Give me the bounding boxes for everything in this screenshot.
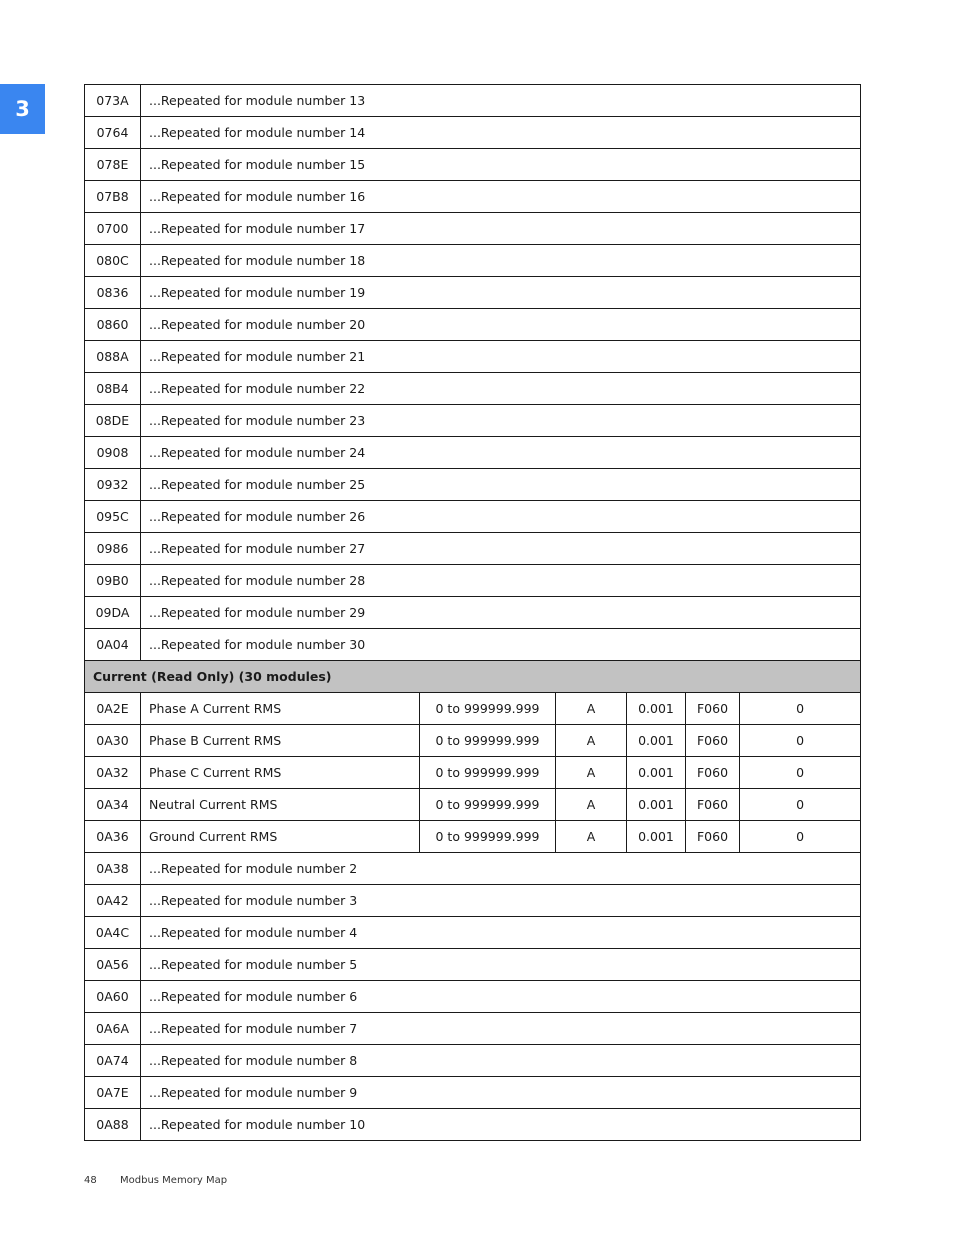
table-cell: ...Repeated for module number 30 [141, 629, 861, 661]
table-row [85, 821, 861, 853]
table-cell: 0A34 [85, 789, 141, 821]
memory-map-table [84, 84, 861, 1141]
table-cell: ...Repeated for module number 2 [141, 853, 861, 885]
table-cell: 0A32 [85, 757, 141, 789]
table-cell: 0A6A [85, 1013, 141, 1045]
table-cell: ...Repeated for module number 17 [141, 213, 861, 245]
table-row [85, 181, 861, 213]
table-row [85, 693, 861, 725]
table-cell: ...Repeated for module number 7 [141, 1013, 861, 1045]
table-row [85, 213, 861, 245]
table-cell: ...Repeated for module number 13 [141, 85, 861, 117]
table-cell: F060 [686, 789, 740, 821]
table-cell: ...Repeated for module number 8 [141, 1045, 861, 1077]
table-cell: A [556, 725, 627, 757]
table-cell: 0 [740, 789, 861, 821]
table-cell: 0A56 [85, 949, 141, 981]
table-cell: 0A2E [85, 693, 141, 725]
table-row [85, 629, 861, 661]
page-number: 48 [84, 1175, 97, 1186]
table-cell: 073A [85, 85, 141, 117]
table-cell: 0A60 [85, 981, 141, 1013]
table-cell: 0.001 [627, 725, 686, 757]
table-row [85, 565, 861, 597]
table-cell: F060 [686, 757, 740, 789]
table-cell: 088A [85, 341, 141, 373]
table-row [85, 1109, 861, 1141]
table-cell: ...Repeated for module number 10 [141, 1109, 861, 1141]
table-cell: ...Repeated for module number 24 [141, 437, 861, 469]
table-cell: 0700 [85, 213, 141, 245]
table-cell: 0A4C [85, 917, 141, 949]
table-cell: Ground Current RMS [141, 821, 420, 853]
table-row [85, 277, 861, 309]
table-cell: 0836 [85, 277, 141, 309]
table-cell: ...Repeated for module number 27 [141, 533, 861, 565]
table-cell: 0A36 [85, 821, 141, 853]
table-cell: 0 to 999999.999 [420, 821, 556, 853]
section-header: Current (Read Only) (30 modules) [85, 661, 861, 693]
table-row [85, 1077, 861, 1109]
table-row [85, 789, 861, 821]
table-row [85, 853, 861, 885]
table-cell: 08DE [85, 405, 141, 437]
table-cell: 0 to 999999.999 [420, 789, 556, 821]
table-cell: 0A04 [85, 629, 141, 661]
table-row [85, 469, 861, 501]
table-row [85, 501, 861, 533]
table-cell: 0A74 [85, 1045, 141, 1077]
table-cell: Neutral Current RMS [141, 789, 420, 821]
table-cell: ...Repeated for module number 3 [141, 885, 861, 917]
table-cell: 0 to 999999.999 [420, 757, 556, 789]
table-cell: 0860 [85, 309, 141, 341]
table-cell: A [556, 693, 627, 725]
table-row [85, 405, 861, 437]
table-cell: 0764 [85, 117, 141, 149]
table-cell: ...Repeated for module number 16 [141, 181, 861, 213]
table-row [85, 757, 861, 789]
table-row [85, 309, 861, 341]
page-footer [84, 1175, 227, 1186]
table-cell: Phase B Current RMS [141, 725, 420, 757]
table-cell: ...Repeated for module number 20 [141, 309, 861, 341]
table-row [85, 885, 861, 917]
table-cell: 0.001 [627, 821, 686, 853]
table-cell: ...Repeated for module number 21 [141, 341, 861, 373]
table-cell: ...Repeated for module number 15 [141, 149, 861, 181]
table-cell: 0.001 [627, 693, 686, 725]
table-row [85, 1013, 861, 1045]
table-cell: 09DA [85, 597, 141, 629]
table-cell: 0908 [85, 437, 141, 469]
table-cell: F060 [686, 821, 740, 853]
table-row [85, 437, 861, 469]
table-row [85, 341, 861, 373]
table-cell: 0A38 [85, 853, 141, 885]
table-row [85, 245, 861, 277]
table-cell: ...Repeated for module number 26 [141, 501, 861, 533]
table-row [85, 917, 861, 949]
table-row [85, 373, 861, 405]
table-cell: 0 [740, 725, 861, 757]
table-cell: 0.001 [627, 789, 686, 821]
table-cell: A [556, 757, 627, 789]
table-cell: 0 to 999999.999 [420, 725, 556, 757]
table-cell: Phase A Current RMS [141, 693, 420, 725]
table-cell: F060 [686, 725, 740, 757]
table-cell: 07B8 [85, 181, 141, 213]
table-row [85, 597, 861, 629]
table-cell: 080C [85, 245, 141, 277]
section-header-row [85, 661, 861, 693]
table-cell: ...Repeated for module number 28 [141, 565, 861, 597]
table-cell: ...Repeated for module number 22 [141, 373, 861, 405]
table-cell: ...Repeated for module number 19 [141, 277, 861, 309]
table-cell: ...Repeated for module number 5 [141, 949, 861, 981]
table-cell: 0 [740, 821, 861, 853]
table-cell: 095C [85, 501, 141, 533]
table-row [85, 533, 861, 565]
table-cell: 0.001 [627, 757, 686, 789]
table-cell: ...Repeated for module number 29 [141, 597, 861, 629]
table-cell: 078E [85, 149, 141, 181]
chapter-tab: 3 [0, 84, 45, 134]
table-cell: ...Repeated for module number 23 [141, 405, 861, 437]
table-cell: ...Repeated for module number 6 [141, 981, 861, 1013]
table-cell: 09B0 [85, 565, 141, 597]
table-cell: 0A42 [85, 885, 141, 917]
table-cell: 0A88 [85, 1109, 141, 1141]
table-cell: A [556, 789, 627, 821]
table-row [85, 149, 861, 181]
table-row [85, 85, 861, 117]
table-cell: 0 [740, 693, 861, 725]
table-row [85, 949, 861, 981]
table-cell: ...Repeated for module number 18 [141, 245, 861, 277]
table-cell: 0A7E [85, 1077, 141, 1109]
table-row [85, 725, 861, 757]
table-cell: 08B4 [85, 373, 141, 405]
table-row [85, 1045, 861, 1077]
table-cell: 0986 [85, 533, 141, 565]
table-cell: A [556, 821, 627, 853]
table-cell: 0932 [85, 469, 141, 501]
table-row [85, 981, 861, 1013]
table-cell: ...Repeated for module number 4 [141, 917, 861, 949]
footer-title: Modbus Memory Map [120, 1175, 228, 1186]
table-row [85, 117, 861, 149]
table-cell: Phase C Current RMS [141, 757, 420, 789]
table-cell: 0A30 [85, 725, 141, 757]
table-cell: 0 [740, 757, 861, 789]
table-cell: ...Repeated for module number 9 [141, 1077, 861, 1109]
table-cell: F060 [686, 693, 740, 725]
table-cell: ...Repeated for module number 25 [141, 469, 861, 501]
table-cell: 0 to 999999.999 [420, 693, 556, 725]
table-cell: ...Repeated for module number 14 [141, 117, 861, 149]
